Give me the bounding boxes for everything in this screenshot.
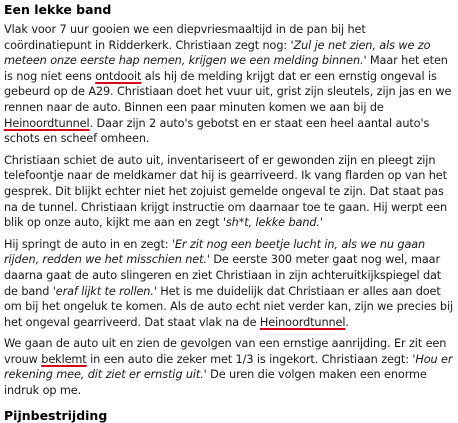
article-body	[4, 22, 454, 399]
paragraph-text: .	[345, 315, 349, 329]
quote-text: 'Er zit nog een beetje lucht in, als we nu gaan rijden, redden we het misschien net.'	[4, 237, 426, 267]
underlined-word: Heinoordtunnel	[259, 315, 346, 329]
paragraph-text: in een auto die zeker met 1/3 is ingekort. Christiaan zegt:	[86, 352, 413, 366]
paragraph-2	[4, 153, 454, 231]
quote-text: 'Zul je net zien, als we zo meteen onze eerste hap nemen, krijgen we een melding binnen.'	[4, 38, 431, 68]
paragraph-text: . Daar zijn 2 auto's gebotst en er staat een heel aantal auto's schots en scheef omheen.	[4, 116, 430, 146]
paragraph-1	[4, 22, 454, 147]
paragraph-text: We gaan de auto uit en zien de gevolgen van een ernstige aanrijding. Er zit een vrouw	[4, 337, 447, 366]
paragraph-text: Vlak voor 7 uur gooien we een diepvriesmaaltijd in de pan bij het coördinatiepunt in Ridderkerk. Christiaan zegt nog:	[4, 23, 366, 52]
paragraph-text: Het is me duidelijk dat Christiaan er alles aan doet om bij het ongeluk te komen. Als de auto echt niet verder kan, zijn we precies bij het ongeval gearriveerd. Dat staat vlak na de	[4, 284, 453, 329]
quote-text: 'Hou er rekening mee, dit ziet er ernstig uit.'	[4, 352, 453, 382]
article-title: Een lekke band	[4, 2, 112, 17]
underlined-word: beklemt	[41, 352, 87, 366]
paragraph-text: Christiaan schiet de auto uit, inventariseert of er gewonden zijn en pleegt zijn telefoontje naar de meldkamer dat hij is gearriveerd. Ik vang flarden op van het gesprek. Dit blijkt echter niet het zojuist gemelde ongeval te zijn. Dat staat pas na de tunnel. Christiaan krijgt instructie om daarnaar toe te gaan. Hij werpt een blik op onze auto, kijkt me aan en zegt	[4, 153, 447, 230]
next-section-heading: Pijnbestrijding	[4, 408, 108, 423]
paragraph-3	[4, 237, 454, 331]
paragraph-text: als hij de melding krijgt dat er een ernstig ongeval is gebeurd op de A29. Christiaan doet het vuur uit, grist zijn sleutels, zijn jas en we rennen naar de auto. Binnen een paar minuten komen we aan bij de	[4, 69, 452, 114]
paragraph-text: Maar het eten is nog niet eens	[4, 54, 448, 83]
quote-text: 'sh*t, lekke band.'	[222, 216, 323, 230]
underlined-word: Heinoordtunnel	[4, 116, 90, 130]
paragraph-text: De uren die volgen maken een enorme indruk op me.	[4, 368, 427, 398]
paragraph-4	[4, 336, 454, 398]
underlined-word: ontdooit	[95, 69, 142, 83]
paragraph-text: De eerste 300 meter gaat nog wel, maar daarna gaat de auto slingeren en ziet Christiaan in zijn achteruitkijkspiegel dat de band	[4, 253, 442, 298]
quote-text: 'eraf lijkt te rollen.'	[52, 284, 157, 298]
paragraph-text: Hij springt de auto in en zegt:	[4, 237, 172, 251]
